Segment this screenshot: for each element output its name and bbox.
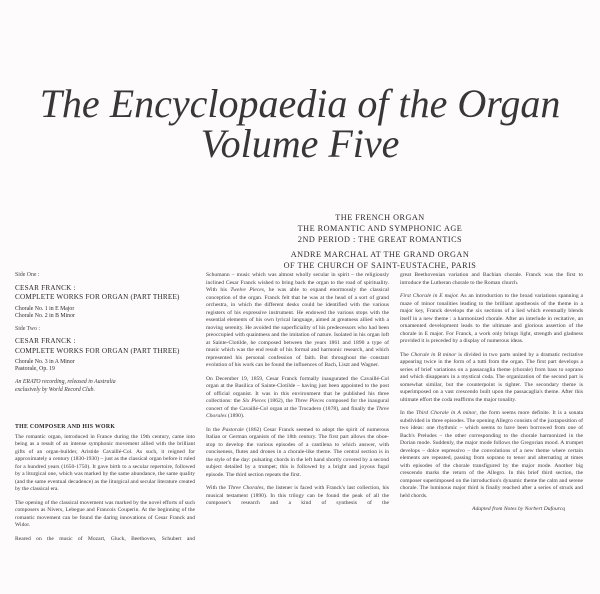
subtitle-line: THE FRENCH ORGAN: [335, 213, 425, 222]
left-column: [15, 272, 195, 549]
notes-paragraph: In the Third Chorale in A minor, the form seems more definite. It is a sonata subdivided in three episodes. The opening Allegro consists of the juxtaposition of two ideas: one rhythmic – which seems to have been borrowed from one of Bach's Preludes – the other corresponding to the chorale harmonized in the Dorian mode. Suddenly, the major mode follows the Gregorian mood. A trumpet develops – dolce espressivo – the convolutions of a new theme where certain elements are repeated, passing from soprano to tenor and alternating at times with episodes of the chorale transfigured by the major mode. Another big crescendo marks the return of the Allegro. In this brief third section, the composer superimposed on the introduction's dynamic theme the calm and serene chorale. The luminous major third is finally reached after a series of struck and held chords.: [400, 410, 583, 499]
notes-paragraph: The romantic organ, introduced in France during the 19th century, came into being as a result of an intense symphonic movement allied with the brilliant gifts of an organ-builder, Aristide Cavaillé-Col. As such, it reigned for approximately a century (1830-1930) – just as the classical organ before it ruled for a hundred years (1650-1750). It gave birth to a secular repertoire, followed by a liturgical one, which was marked by the same abundance, the same quality (and the same eventual decadence) as the liturgical and secular literature created by the classical era.: [15, 433, 195, 492]
side-two-label: Side Two :: [15, 325, 40, 332]
performer-line: OF THE CHURCH OF SAINT-EUSTACHE, PARIS: [283, 261, 477, 270]
notes-paragraph: The opening of the classical movement was marked by the novel efforts of such composers as Nivers, Lebegue and Francois Couperin. At the beginning of the romantic movement can be found the daring innovations of Cesar Franck and Widor.: [15, 499, 195, 528]
recording-credit: [15, 379, 195, 394]
notes-paragraph: great Beethovenian variation and Bachian chorale. Franck was the first to introduce the Lutheran chorale to the Roman church.: [400, 272, 583, 286]
middle-column: [206, 272, 389, 514]
track: Chorale No. 1 in E Major: [15, 305, 75, 312]
side-one-work: COMPLETE WORKS FOR ORGAN (PART THREE): [15, 293, 180, 301]
side-two-composer: CESAR FRANCK :: [15, 337, 76, 345]
notes-paragraph: First Chorale in E major. As an introduction to the broad variations spanning a maze of minor tonalities leading to the brilliant apotheosis of the theme in a major key, Franck develops the six sections of a lied which eventually blends itself in a new theme : a harmonized chorale. After an interlude in recitative, an ornamented development leads to the ultimate and glorious assertion of the chorale in E major. For Franck, a work only brings light, strength and gladness provided it is preceded by a display of numerous ideas.: [400, 293, 583, 344]
notes-paragraph: With the Three Chorales, the listener is faced with Franck's last collection, his musical testament (1890). In this trilogy can be found the peak of all the composer's research and a kind of synthesis of the: [206, 485, 389, 506]
title-line-2: Volume Five: [200, 121, 400, 166]
notes-paragraph: Schumann – music which was almost wholly secular in spirit – the religiously inclined Cesar Franck wished to bring back the organ to the road of spirituality. With his Twelve Pieces, he was able to expand enormously the classical conception of the organ. Franck felt that he was at the head of a sort of grand orchestra, in which the different desks could be identified with the various registers of his expressive instrument. He endowed the various stops with the essential elements of his own lyrical language, aimed at greatness allied with a moving serenity. He avoided the superficiality of his predecessors who had been preoccupied with quaintness and the imitation of nature. Isolated in his organ loft at Sainte-Clotilde, he composed between the years 1861 and 1890 a type of music which was the end result of his formal and harmonic research, and which represented his personal confession of faith. But throughout the constant evolution of his work can be found the influences of Bach, Liszt and Wagner.: [206, 272, 389, 368]
side-one-label: Side One :: [15, 272, 40, 278]
performer-line: ANDRE MARCHAL AT THE GRAND ORGAN: [290, 250, 470, 259]
side-two: [15, 326, 195, 374]
credit-line: exclusively by World Record Club.: [15, 386, 95, 393]
side-one-composer: CESAR FRANCK :: [15, 283, 76, 292]
track: Chorale No. 3 in A Minor: [15, 359, 75, 365]
notes-paragraph: The Chorale in B minor is divided in two parts united by a dramatic recitative appearing twice in the form of a tutti from the organ. The first part develops a series of brief variations on a passacaglia theme (chorale) from bass to soprano and which disappears in a mystical coda. The organization of the second part is somewhat similar, but the counterpoint is tighter. The secondary theme is superimposed on a vast crescendo built upon the passacaglia's theme. After this ultimate effort the coda reaffirms the major tonality.: [400, 351, 583, 403]
notes-paragraph: On December 19, 1859, Cesar Franck formally inaugurated the Cavaillé-Col organ at the Basilica of Sainte-Clotilde – having just been appointed to the post of official organist. It was in this environment that he published his three collections: the Six Pieces (1862), the Three Pieces composed for the inaugural concert of the Cavaillé-Col organ at the Trocadero (1878), and finally the Three Chorales (1890).: [206, 375, 389, 419]
subtitle-line: THE ROMANTIC AND SYMPHONIC AGE: [297, 224, 463, 233]
side-two-tracks: [15, 359, 195, 373]
track: Chorale No. 2 in B Minor: [15, 312, 75, 319]
track: Pastorale, Op. 19: [15, 366, 55, 372]
notes-paragraph: Reared on the music of Mozart, Gluck, Beethoven, Schubert and: [15, 535, 195, 542]
side-two-work: COMPLETE WORKS FOR ORGAN (PART THREE): [15, 346, 180, 355]
subtitle-line: 2ND PERIOD : THE GREAT ROMANTICS: [297, 235, 463, 244]
side-one-tracks: [15, 306, 195, 320]
album-title: [0, 81, 600, 166]
notes-heading: THE COMPOSER AND HIS WORK: [15, 424, 116, 430]
side-one: [15, 272, 195, 320]
notes-attribution: Adapted from Notes by Norbert Dufourcq: [472, 506, 565, 512]
subtitle-block: [230, 212, 530, 271]
credit-line: An ERATO recording, released in Australia: [15, 379, 116, 385]
notes-paragraph: In the Pastorale (1862) Cesar Franck seemed to adopt the spirit of numerous Italian or German organists of the 18th century. The first part allows the oboe-stop to develop the various episodes of a cantilena to which answer, with conciseness, flutes and drones in a chorale-like theme. The central section is in the style of the day: pulsating chords in the left hand shortly covered by a second subject detailed by a trumpet; this is followed by a bright and joyous fugal episode. The third section repeats the first.: [206, 426, 389, 478]
title-line-1: The Encyclopaedia of the Organ: [39, 81, 561, 126]
right-column: [400, 272, 583, 514]
